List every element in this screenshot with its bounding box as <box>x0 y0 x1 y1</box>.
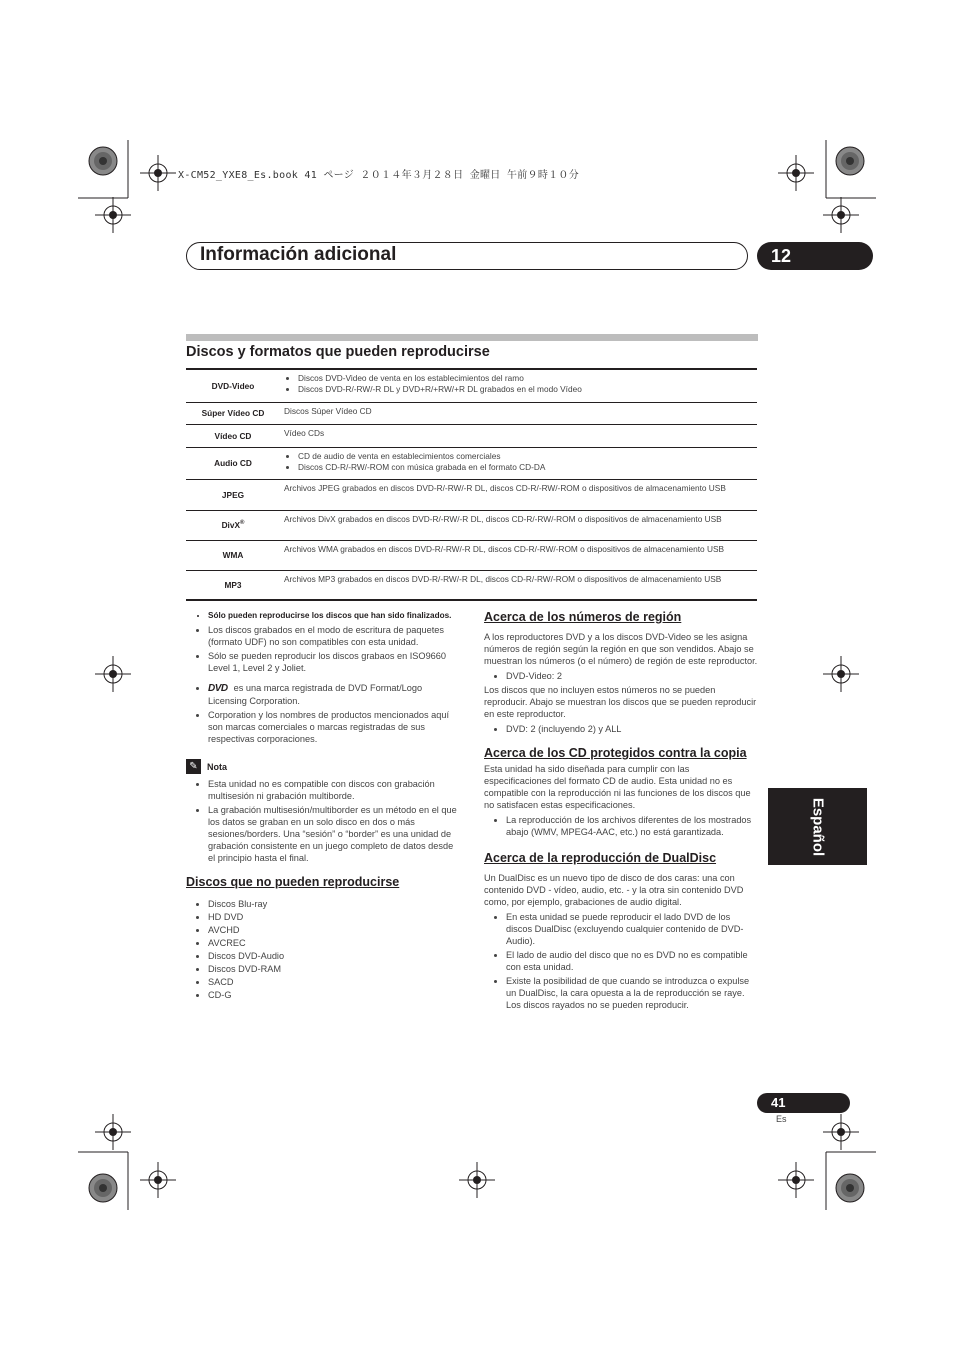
table-row <box>186 369 757 402</box>
format-bullet: • Discos DVD-Video de venta en los establecimientos del ramo <box>298 373 753 384</box>
list-item: • Sólo se pueden reproducir los discos grabaos en ISO9660 Level 1, Level 2 y Joliet. <box>208 650 460 674</box>
region-title: Acerca de los números de región <box>484 610 682 624</box>
dualdisc-title: Acerca de la reproducción de DualDisc <box>484 851 717 865</box>
chapter-number-badge: 12 <box>757 242 873 270</box>
region-paragraph: A los reproductores DVD y a los discos DVD-Video se les asigna números de región según la región en que son vendidos. Abajo se muestran los números (o el número) de región de este reproductor. <box>484 632 758 666</box>
section-divider <box>186 334 758 341</box>
format-name-sup: ® <box>240 520 245 527</box>
nota-label: Nota <box>207 761 227 772</box>
table-row <box>186 424 757 447</box>
list-item: • La grabación multisesión/multiborder es un método en el que los datos se graban en un solo disco en dos o más sesiones/borders. Una “sesión” o “border” es una unidad de grabación consistente en un juego completo de datos desde el principio hasta el final. <box>208 804 460 864</box>
page-number-badge: 41 <box>757 1093 850 1113</box>
format-description: Archivos WMA grabados en discos DVD-R/-RW/-R DL, discos CD-R/-RW/-ROM o dispositivos de almacenamiento USB <box>280 540 757 570</box>
table-row <box>186 479 757 510</box>
list-item: • Discos DVD-Audio <box>208 950 460 962</box>
chapter-title: Información adicional <box>200 244 397 265</box>
format-description: Archivos JPEG grabados en discos DVD-R/-RW/-R DL, discos CD-R/-RW/-ROM o dispositivos de almacenamiento USB <box>280 479 757 510</box>
list-item: • La reproducción de los archivos diferentes de los mostrados abajo (WMV, MPEG4-AAC, etc.) no está garantizada. <box>506 814 758 838</box>
list-item: • Los discos grabados en el modo de escritura de paquetes (formato UDF) no son compatibles con esta unidad. <box>208 624 460 648</box>
format-name: Vídeo CD <box>186 424 280 447</box>
format-name: DVD-Video <box>186 369 280 402</box>
list-item: • AVCREC <box>208 937 460 949</box>
nota-pencil-icon: ✎ <box>186 759 201 774</box>
section-title: Discos y formatos que pueden reproducirse <box>186 344 490 360</box>
formats-table <box>186 368 757 601</box>
list-item: • CD-G <box>208 989 460 1001</box>
list-item: • Corporation y los nombres de productos mencionados aquí son marcas comerciales o marcas registradas de sus respectivas corporaciones. <box>208 709 460 745</box>
list-item: • Sólo pueden reproducirse los discos que han sido finalizados. <box>208 610 460 622</box>
list-item: • En esta unidad se puede reproducir el lado DVD de los discos DualDisc (excluyendo cualquier contenido de DVD-Audio). <box>506 911 758 947</box>
format-description: Discos Súper Vídeo CD <box>280 402 757 424</box>
format-bullet: • Discos DVD-R/-RW/-R DL y DVD+R/+RW/+R DL grabados en el modo Vídeo <box>298 384 753 395</box>
language-tab-label: Español <box>809 797 826 856</box>
format-description: Archivos DivX grabados en discos DVD-R/-RW/-R DL, discos CD-R/-RW/-ROM o dispositivos de almacenamiento USB <box>280 510 757 540</box>
format-name: WMA <box>186 540 280 570</box>
right-column <box>484 609 758 1013</box>
format-description: Archivos MP3 grabados en discos DVD-R/-RW/-R DL, discos CD-R/-RW/-ROM o dispositivos de almacenamiento USB <box>280 570 757 600</box>
list-item: • Discos Blu-ray <box>208 898 460 910</box>
dualdisc-paragraph: Un DualDisc es un nuevo tipo de disco de dos caras: una con contenido DVD - vídeo, audio, etc. - y la otra sin contenido DVD como, por ejemplo, grabaciones de audio digital. <box>484 873 744 907</box>
region-paragraph: Los discos que no incluyen estos números no se pueden reproducir. Abajo se muestran los discos que se pueden reproducir en este reproductor. <box>484 685 757 719</box>
list-item: • AVCHD <box>208 924 460 936</box>
dvd-logo-icon: DVD <box>208 683 228 694</box>
format-description: Vídeo CDs <box>280 424 757 447</box>
table-row <box>186 510 757 540</box>
list-item: • DVD es una marca registrada de DVD Format/Logo Licensing Corporation. <box>208 682 460 707</box>
left-column <box>186 610 460 1002</box>
format-bullet: • Discos CD-R/-RW/-ROM con música grabada en el formato CD-DA <box>298 462 753 473</box>
list-item: • SACD <box>208 976 460 988</box>
format-name: MP3 <box>186 570 280 600</box>
table-row <box>186 540 757 570</box>
format-name: JPEG <box>186 479 280 510</box>
format-bullet: • CD de audio de venta en establecimientos comerciales <box>298 451 753 462</box>
table-row <box>186 447 757 479</box>
table-row <box>186 402 757 424</box>
copy-paragraph: Esta unidad ha sido diseñada para cumplir con las especificaciones del formato CD de audio. Esta unidad no es compatible con la reproducción ni las funciones de los discos que no satisfacen estas especificaciones. <box>484 764 751 810</box>
print-header: X-CM52_YXE8_Es.book 41 ページ ２０１４年３月２８日 金曜日 午前９時１０分 <box>178 170 580 181</box>
list-item: • HD DVD <box>208 911 460 923</box>
no-play-title: Discos que no pueden reproducirse <box>186 875 400 889</box>
list-item: • DVD: 2 (incluyendo 2) y ALL <box>506 723 758 735</box>
nota-header <box>186 759 460 774</box>
copy-title: Acerca de los CD protegidos contra la copia <box>484 746 747 760</box>
table-row <box>186 570 757 600</box>
list-item: • DVD-Video: 2 <box>506 670 758 682</box>
language-tab <box>768 788 867 865</box>
list-item: • El lado de audio del disco que no es DVD no es compatible con esta unidad. <box>506 949 758 973</box>
format-name: Súper Vídeo CD <box>186 402 280 424</box>
list-item: • Esta unidad no es compatible con discos con grabación multisesión ni grabación multiborde. <box>208 778 460 802</box>
page-language-code: Es <box>776 1114 787 1124</box>
list-item: • Existe la posibilidad de que cuando se introduzca o expulse un DualDisc, la cara opuesta a la de reproducción se raye. Los discos rayados no se pueden reproducir. <box>506 975 758 1011</box>
format-name: Audio CD <box>186 447 280 479</box>
format-name: DivX <box>221 520 241 530</box>
list-item: • Discos DVD-RAM <box>208 963 460 975</box>
